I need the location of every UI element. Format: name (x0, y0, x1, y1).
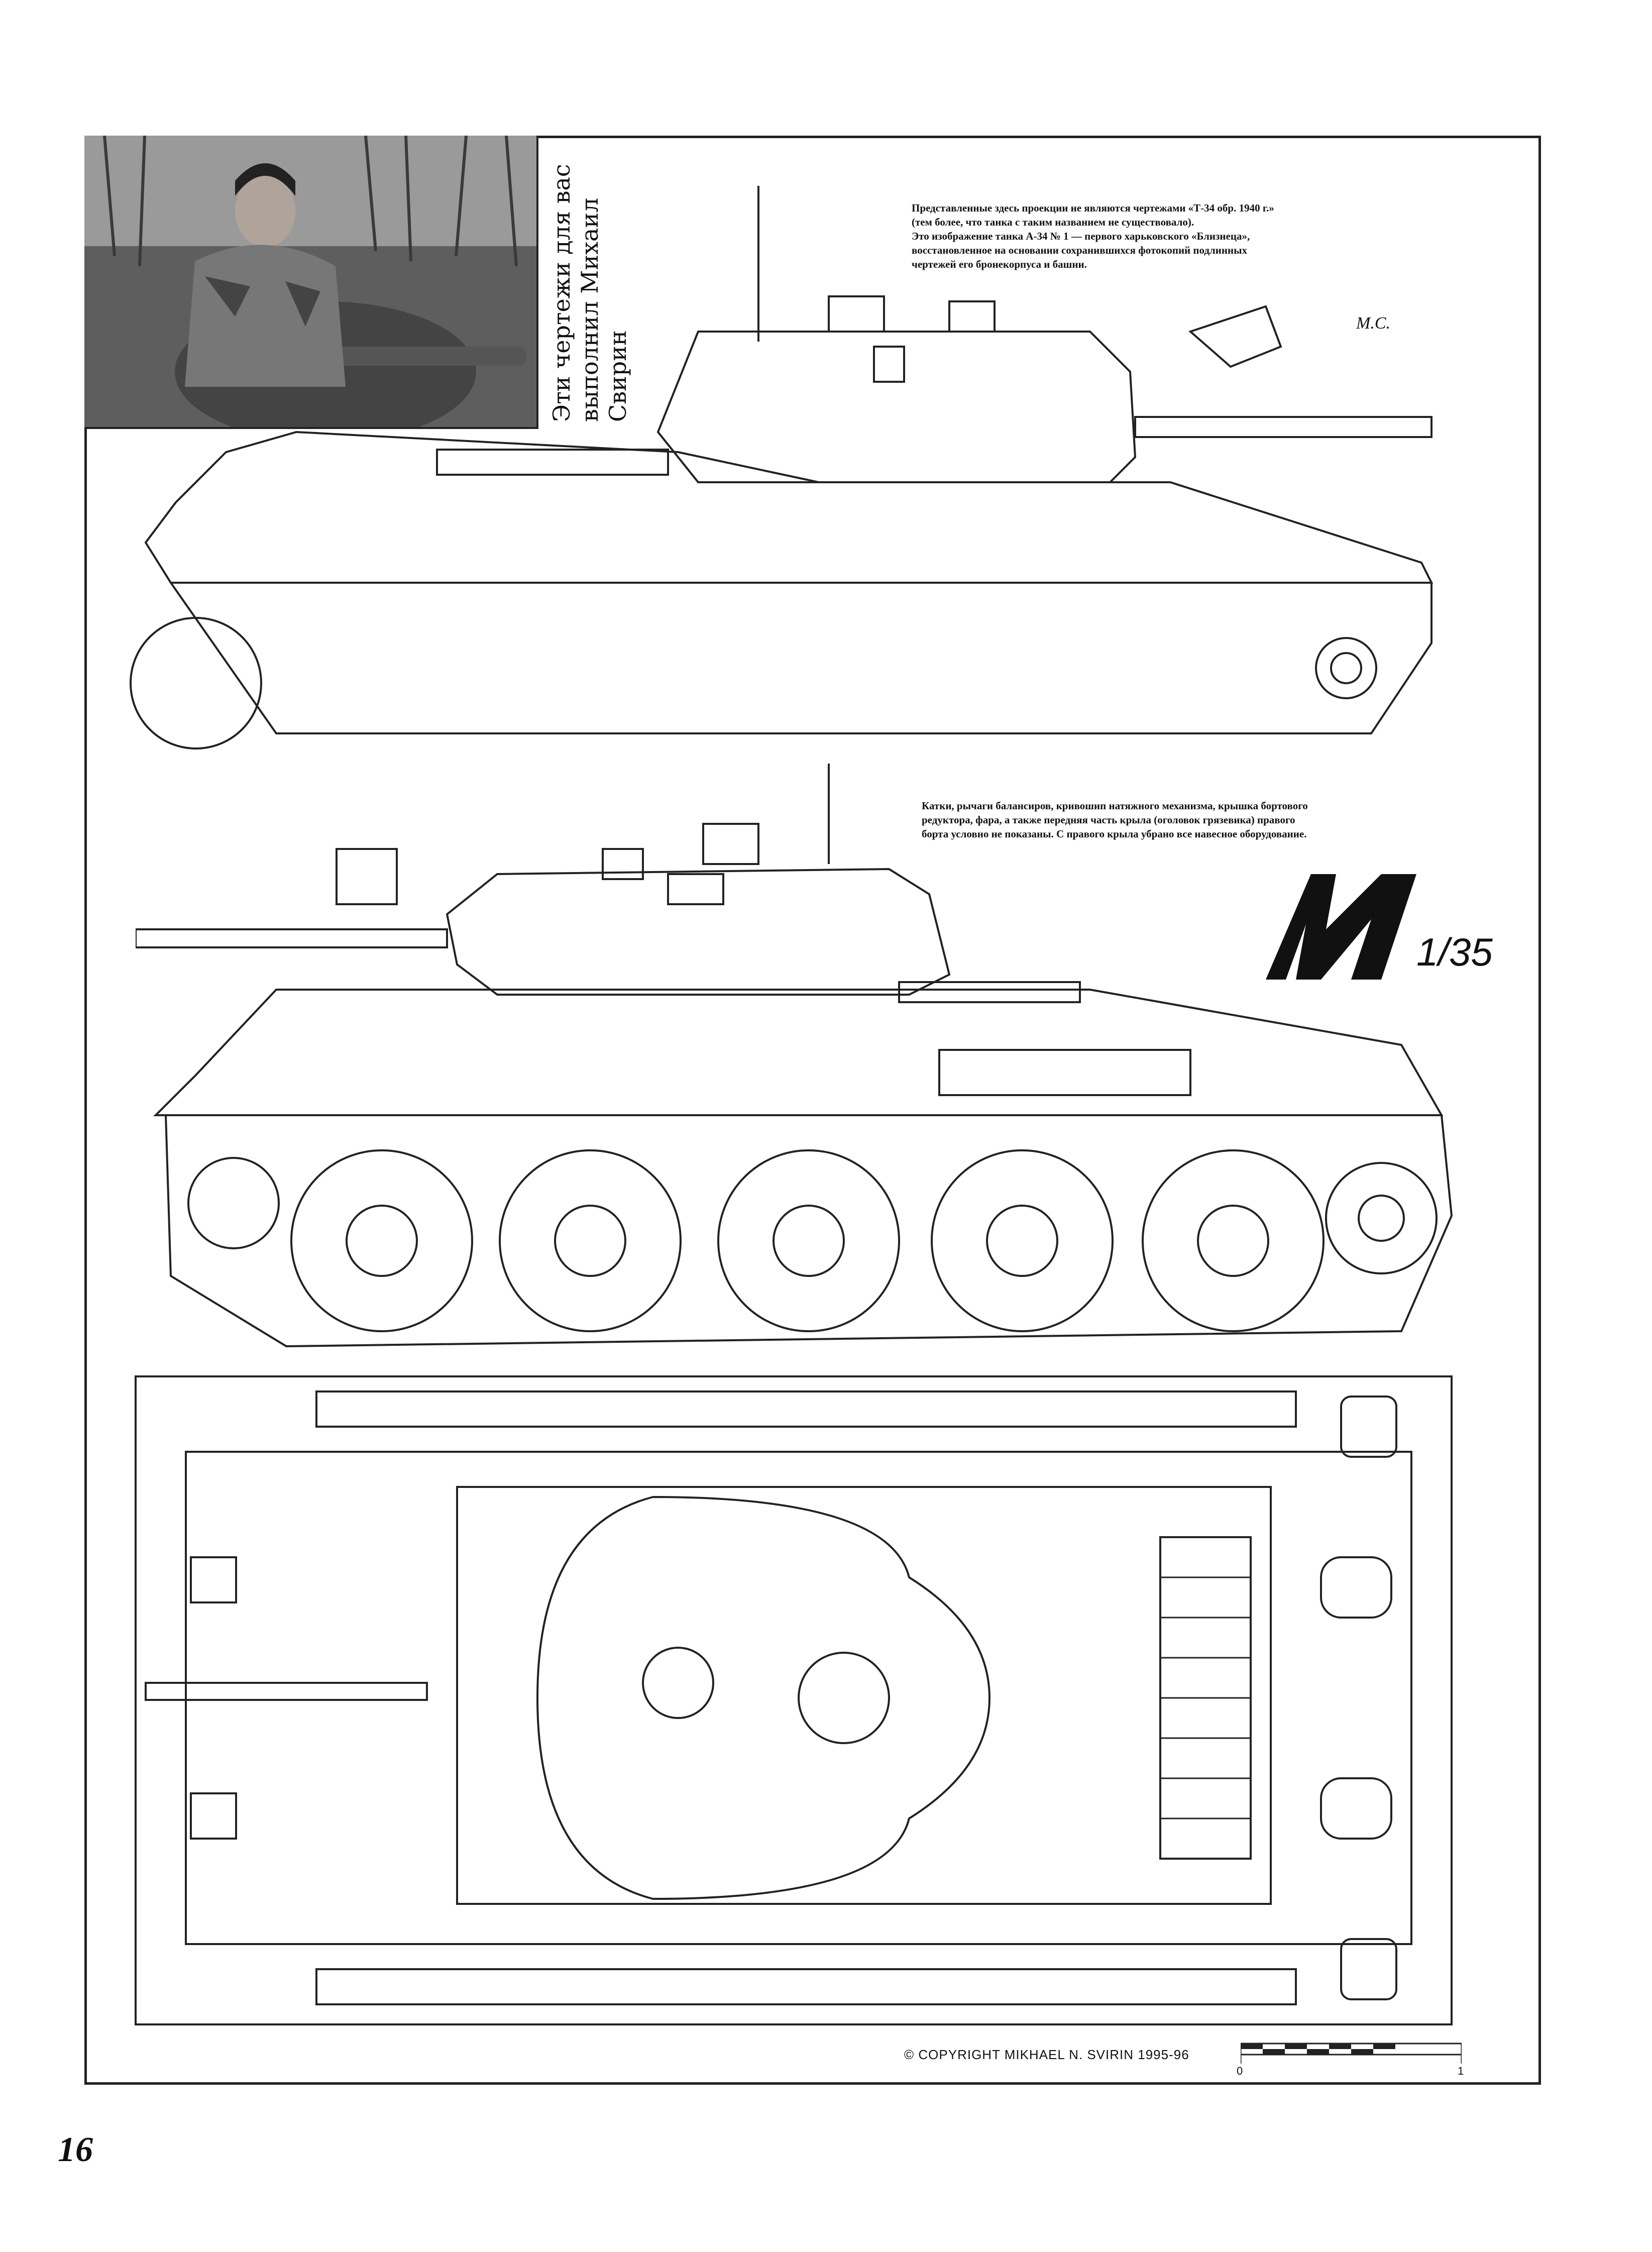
right-side-note-line-2: редуктора, фара, а также передняя часть крыла (оголовок грязевика) правого (922, 814, 1295, 826)
intro-note-line-2: (тем более, что танка с таким названием не существовало). (912, 216, 1194, 228)
intro-note-line-5: чертежей его бронекорпуса и башни. (912, 258, 1087, 270)
intro-note-line-3: Это изображение танка А-34 № 1 — первого харьковского «Близнеца», (912, 230, 1250, 242)
intro-note-line-4: восстановленное на основании сохранившихся фотокопий подлинных (912, 244, 1247, 256)
scale-ratio: 1/35 (1416, 930, 1493, 974)
photo-caption-line-3: Свирин (604, 330, 631, 422)
author-initials: М.С. (1356, 314, 1390, 333)
scale-bar (1241, 2041, 1462, 2066)
tank-left-side-view (126, 181, 1482, 759)
right-side-note-line-3: борта условно не показаны. С правого крыла убрано все навесное оборудование. (922, 828, 1307, 840)
tank-top-view (126, 1366, 1482, 2034)
page-number: 16 (58, 2130, 93, 2169)
scale-bar-start-label: 0 (1237, 2065, 1243, 2077)
photo-caption-line-1: Эти чертежи для вас (548, 164, 575, 422)
photo-caption-line-2: выполнил Михаил (576, 197, 603, 422)
right-side-note (922, 799, 1454, 841)
road-wheels (188, 1150, 1437, 1331)
tank-right-side-view (136, 764, 1492, 1381)
intro-note-line-1: Представленные здесь проекции не являются чертежами «Т-34 обр. 1940 г.» (912, 202, 1274, 214)
m-logo (1266, 864, 1416, 985)
scale-bar-end-label: 1 (1458, 2065, 1464, 2077)
right-side-note-line-1: Катки, рычаги балансиров, кривошип натяжного механизма, крышка бортового (922, 800, 1308, 812)
copyright-notice: © COPYRIGHT MIKHAEL N. SVIRIN 1995-96 (904, 2047, 1189, 2062)
